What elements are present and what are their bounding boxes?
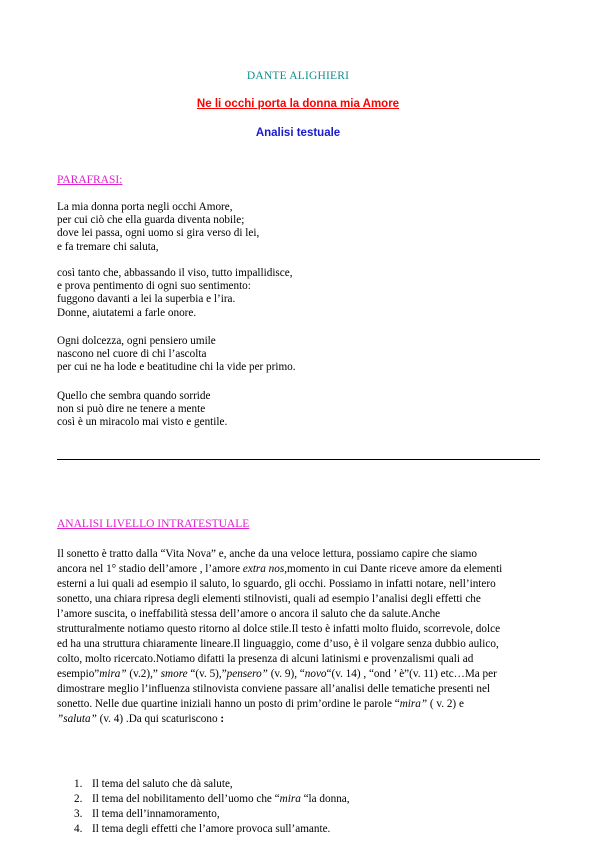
stanza-line: e fa tremare chi saluta, — [57, 240, 159, 253]
parafrasi-stanza-3 — [57, 335, 296, 375]
paragraph-line: colto, molto ricercato.Notiamo difatti la presenza di alcuni latinismi e provenzalismi quali ad — [57, 653, 474, 665]
stanza-line: nascono nel cuore di chi l’ascolta — [57, 348, 207, 361]
term-mira: mira” — [399, 698, 428, 710]
stanza-line: Quello che sembra quando sorride — [57, 390, 211, 402]
section-divider — [57, 459, 540, 460]
parafrasi-heading-text: PARAFRASI — [57, 174, 120, 186]
stanza-line: dove lei passa, ogni uomo si gira verso di lei, — [57, 227, 260, 240]
paragraph-line: ”saluta” (v. 4) .Da qui scaturiscono : — [57, 713, 225, 725]
parafrasi-stanza-4 — [57, 390, 227, 430]
term-smore: smore — [160, 668, 188, 680]
term-mira: mira” — [99, 668, 127, 680]
analisi-paragraph — [57, 547, 542, 727]
stanza-line: Donne, aiutatemi a farle onore. — [57, 306, 197, 319]
paragraph-line: l’amore suscita, o ineffabilità stessa dell’amore o ancora il saluto che da salute.Anche — [57, 608, 441, 620]
stanza-line: e prova pentimento di ogni suo sentimento: — [57, 280, 251, 293]
paragraph-line: ancora nel 1° stadio dell’amore , l’amore extra nos,momento in cui Dante riceve amore da elementi — [57, 563, 503, 575]
stanza-line: così tanto che, abbassando il viso, tutto impallidisce, — [57, 267, 293, 279]
paragraph-line: esterni a lui quali ad esempio il saluto, lo sguardo, gli occhi. Possiamo in infatti notare, nell’intero — [57, 578, 496, 590]
term-saluta: ”saluta” — [57, 713, 97, 725]
stanza-line: non si può dire ne tenere a mente — [57, 403, 206, 416]
paragraph-line: strutturalmente notiamo questo ritorno al dolce stile.Il testo è infatti molto fluido, scorrevole, dolce — [57, 623, 501, 635]
stanza-line: per cui ciò che ella guarda diventa nobile; — [57, 214, 245, 227]
stanza-line: La mia donna porta negli occhi Amore, — [57, 201, 233, 213]
term-extra-nos: extra nos, — [242, 563, 288, 575]
paragraph-line: sonetto, una chiara ripresa degli elementi stilnovisti, quali ad esempio l’analisi degli effetti che — [57, 593, 481, 605]
list-item-text: Il tema del nobilitamento dell’uomo che “mira “la donna, — [92, 793, 350, 805]
paragraph-line: ed ha una struttura chiaramente lineare.Il linguaggio, come d’uso, è il volgare senza dubbio aulico, — [57, 638, 499, 650]
stanza-line: fuggono davanti a lei la superbia e l’ira. — [57, 293, 236, 306]
list-item-text: Il tema degli effetti che l’amore provoca sull’amante. — [92, 823, 331, 835]
author-title: DANTE ALIGHIERI — [246, 70, 350, 82]
list-item-number: 4. — [74, 823, 83, 835]
analisi-heading: ANALISI LIVELLO INTRATESTUALE — [57, 518, 250, 530]
paragraph-line: sonetto. Nelle due quartine iniziali hanno un posto di prim’ordine le parole “mira” ( v. 2) e — [57, 698, 464, 710]
paragraph-line: Il sonetto è tratto dalla “Vita Nova” e, anche da una veloce lettura, possiamo capire che siamo — [57, 548, 477, 560]
term-pensero: pensero” — [226, 668, 268, 680]
parafrasi-heading — [57, 174, 122, 186]
term-novo: novo — [304, 668, 327, 680]
list-item-number: 1. — [74, 778, 83, 790]
list-item-number: 3. — [74, 808, 83, 820]
stanza-line: così è un miracolo mai visto e gentile. — [57, 416, 228, 429]
list-item-text: Il tema dell’innamoramento, — [92, 808, 220, 820]
stanza-line: Ogni dolcezza, ogni pensiero umile — [57, 335, 216, 347]
document-subtitle: Analisi testuale — [255, 127, 341, 139]
list-item-number: 2. — [74, 793, 83, 805]
parafrasi-heading-colon: : — [119, 174, 123, 186]
paragraph-line: esempio”mira” (v.2),” smore “(v. 5),”pensero” (v. 9), “novo“(v. 14) , “ond ’ è”(v. 11) etc…Ma per — [57, 668, 497, 680]
list-item-text: Il tema del saluto che dà salute, — [92, 778, 233, 790]
stanza-line: per cui ne ha lode e beatitudine chi la vide per primo. — [57, 361, 296, 374]
poem-title: Ne li occhi porta la donna mia Amore — [196, 98, 400, 110]
paragraph-line: dimostrare meglio l’influenza stilnovista conviene passare all’analisi delle tematiche presenti nel — [57, 683, 491, 695]
parafrasi-stanza-2 — [57, 267, 293, 320]
parafrasi-stanza-1 — [57, 201, 259, 254]
